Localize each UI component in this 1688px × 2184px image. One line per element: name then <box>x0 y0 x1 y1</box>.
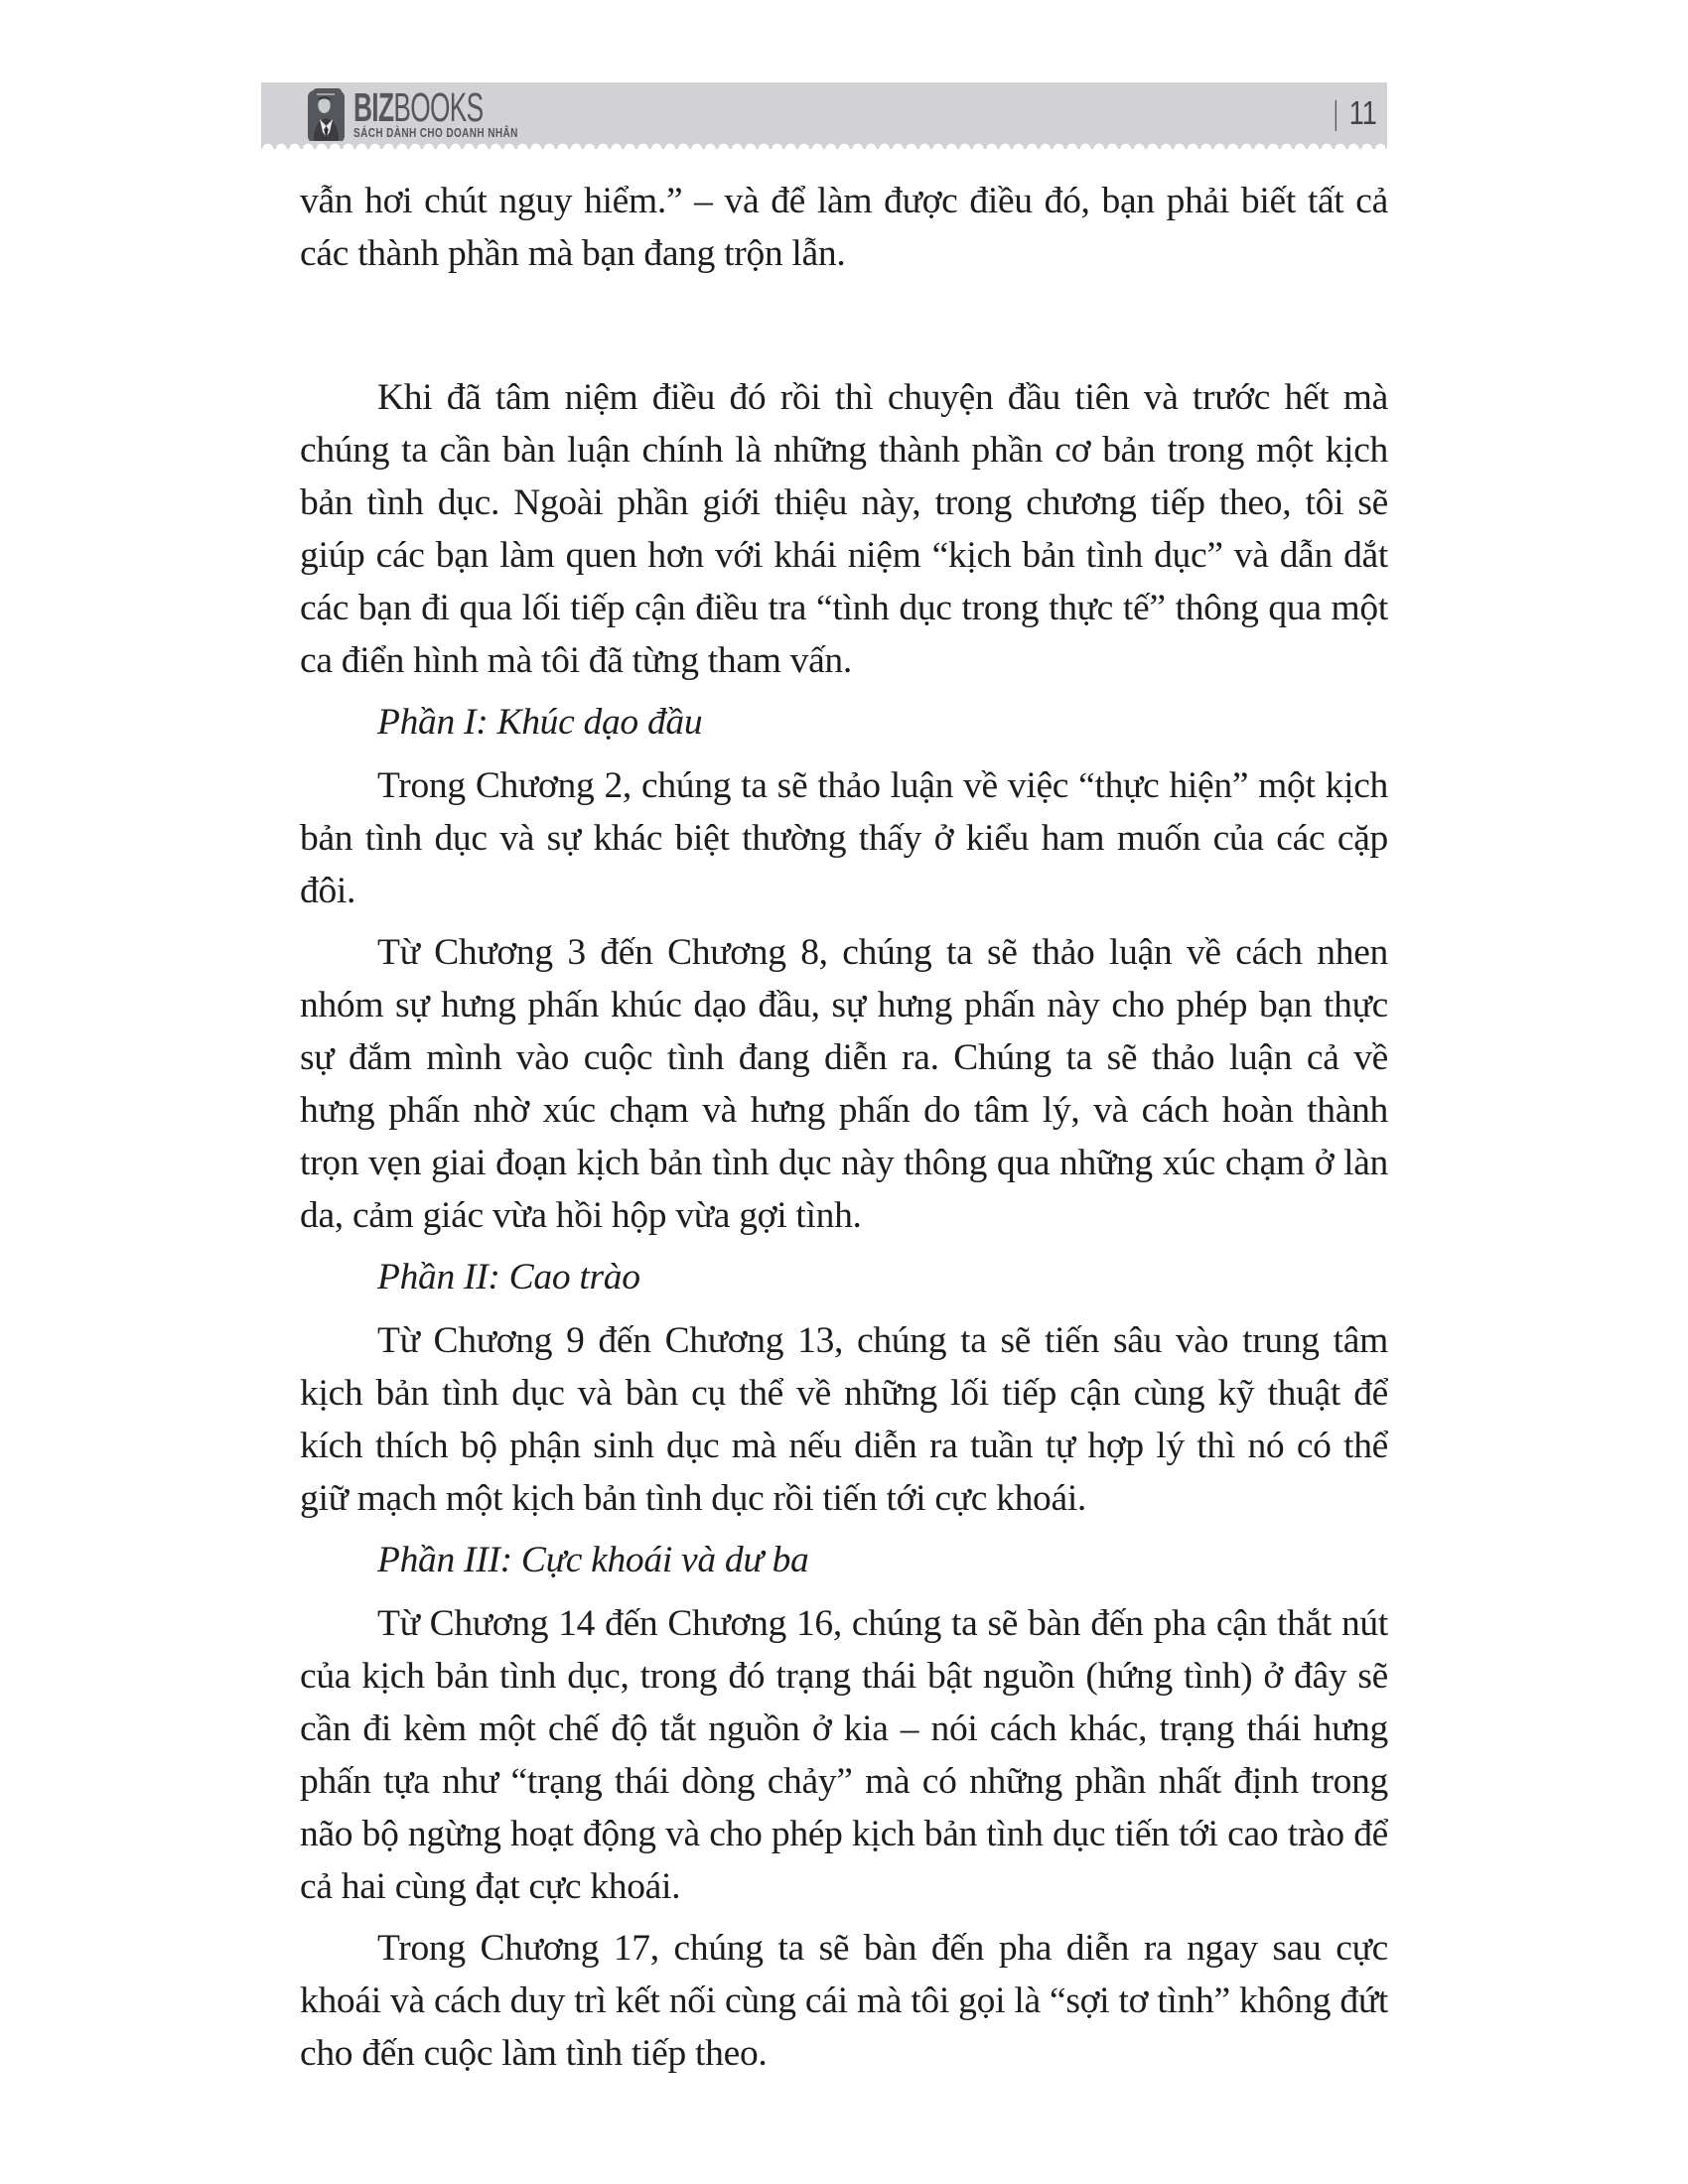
brand-tagline: SÁCH DÀNH CHO DOANH NHÂN <box>353 126 518 140</box>
page-number-separator: | <box>1334 94 1338 131</box>
paragraph: vẫn hơi chút nguy hiểm.” – và để làm được điều đó, bạn phải biết tất cả các thành phần mà bạn đang trộn lẫn. <box>300 181 1388 274</box>
brand-name-biz: BIZ <box>353 84 394 130</box>
publisher-logo <box>308 84 559 143</box>
part-heading: Phần I: Khúc dạo đầu <box>377 702 703 743</box>
page-header <box>261 82 1387 141</box>
brand-text <box>353 84 559 140</box>
businessman-book-logo-icon <box>308 88 345 143</box>
page-number <box>1333 96 1377 129</box>
brand-name <box>353 84 486 130</box>
part-heading: Phần III: Cực khoái và dư ba <box>377 1540 809 1580</box>
scalloped-edge <box>261 141 1387 149</box>
part-heading: Phần II: Cao trào <box>377 1257 640 1297</box>
paragraph: Từ Chương 9 đến Chương 13, chúng ta sẽ tiến sâu vào trung tâm kịch bản tình dục và bàn cụ thể về những lối tiếp cận cùng kỹ thuật để kích thích bộ phận sinh dục mà nếu diễn ra tuần tự hợp lý thì nó có thể giữ mạch một kịch bản tình dục rồi tiến tới cực khoái. <box>300 1320 1388 1519</box>
section-break <box>300 289 1388 371</box>
paragraph: Từ Chương 3 đến Chương 8, chúng ta sẽ thảo luận về cách nhen nhóm sự hưng phấn khúc dạo đầu, sự hưng phấn này cho phép bạn thực sự đắm mình vào cuộc tình đang diễn ra. Chúng ta sẽ thảo luận cả về hưng phấn nhờ xúc chạm và hưng phấn do tâm lý, và cách hoàn thành trọn vẹn giai đoạn kịch bản tình dục này thông qua những xúc chạm ở làn da, cảm giác vừa hồi hộp vừa gợi tình. <box>300 932 1388 1236</box>
paragraph: Trong Chương 2, chúng ta sẽ thảo luận về việc “thực hiện” một kịch bản tình dục và sự khác biệt thường thấy ở kiểu ham muốn của các cặp đôi. <box>300 765 1388 911</box>
page-content <box>300 175 1388 2089</box>
brand-name-books: BOOKS <box>393 84 484 130</box>
page-number-value: 11 <box>1348 94 1377 131</box>
paragraph: Từ Chương 14 đến Chương 16, chúng ta sẽ bàn đến pha cận thắt nút của kịch bản tình dục, trong đó trạng thái bật nguồn (hứng tình) ở đây sẽ cần đi kèm một chế độ tắt nguồn ở kia – nói cách khác, trạng thái hưng phấn tựa như “trạng thái dòng chảy” mà có những phần nhất định trong não bộ ngừng hoạt động và cho phép kịch bản tình dục tiến tới cao trào để cả hai cùng đạt cực khoái. <box>300 1603 1388 1907</box>
paragraph: Khi đã tâm niệm điều đó rồi thì chuyện đầu tiên và trước hết mà chúng ta cần bàn luận chính là những thành phần cơ bản trong một kịch bản tình dục. Ngoài phần giới thiệu này, trong chương tiếp theo, tôi sẽ giúp các bạn làm quen hơn với khái niệm “kịch bản tình dục” và dẫn dắt các bạn đi qua lối tiếp cận điều tra “tình dục trong thực tế” thông qua một ca điển hình mà tôi đã từng tham vấn. <box>300 377 1388 681</box>
paragraph: Trong Chương 17, chúng ta sẽ bàn đến pha diễn ra ngay sau cực khoái và cách duy trì kết nối cùng cái mà tôi gọi là “sợi tơ tình” không đứt cho đến cuộc làm tình tiếp theo. <box>300 1928 1388 2074</box>
